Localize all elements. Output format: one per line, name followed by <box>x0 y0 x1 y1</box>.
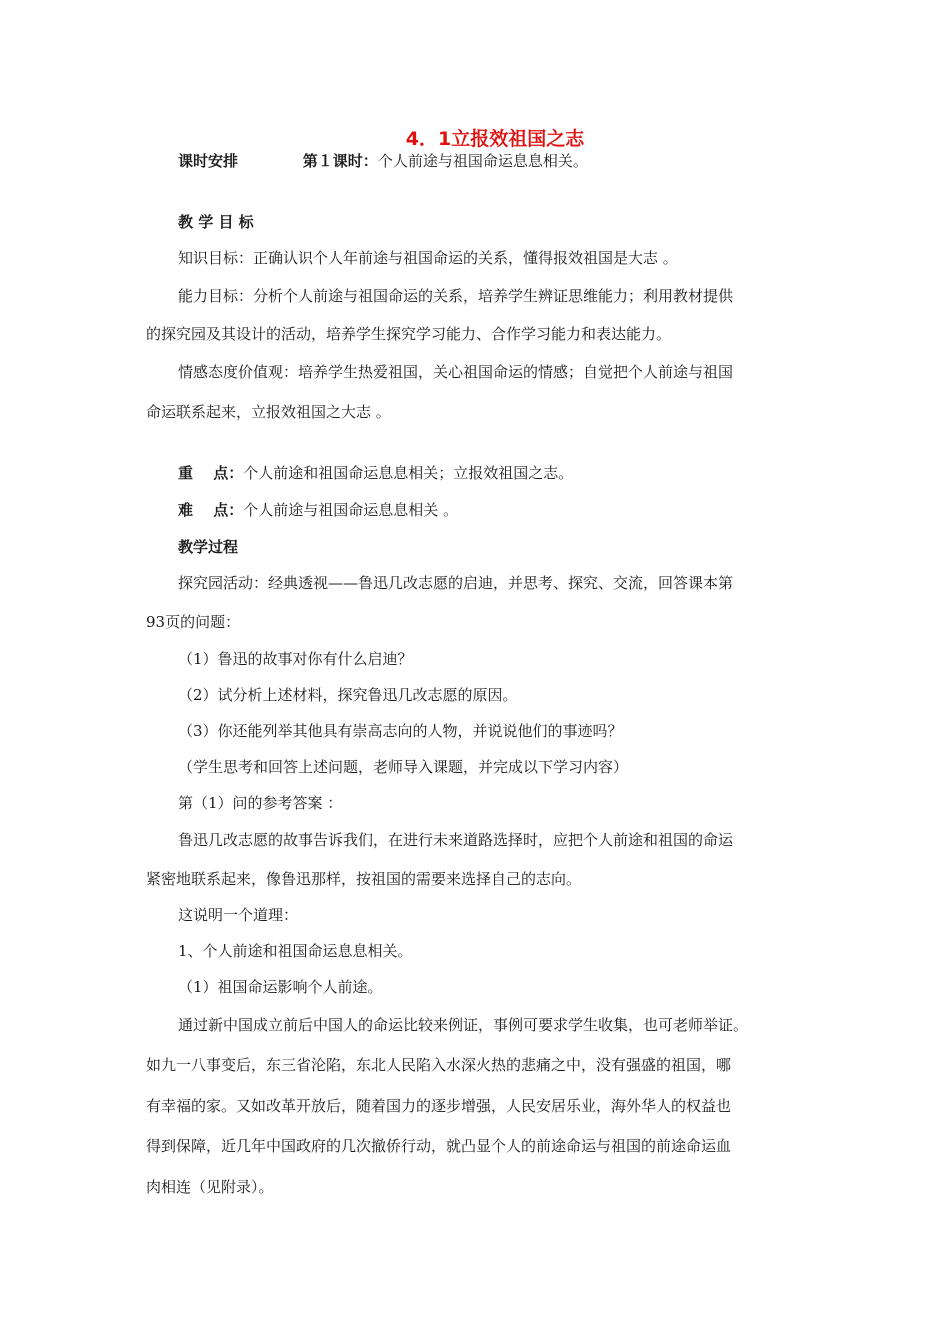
page-title: 4．1立报效祖国之志 <box>405 128 585 150</box>
paragraph-line-2: 如九一八事变后，东三省沦陷，东北人民陷入水深火热的悲痛之中，没有强盛的祖国，哪 <box>146 1056 732 1074</box>
principle-text: 这说明一个道理： <box>178 906 299 924</box>
activity-line-2: 93页的问题： <box>146 613 241 631</box>
activity-line-1: 探究园活动：经典透视——鲁迅几改志愿的启迪，并思考、探究、交流，回答课本第 <box>178 574 734 592</box>
key-point <box>178 463 573 483</box>
teacher-note: （学生思考和回答上述问题，老师导入课题，并完成以下学习内容） <box>178 758 629 776</box>
schedule-row <box>178 151 588 171</box>
emotion-objective-line-1: 情感态度价值观：培养学生热爱祖国，关心祖国命运的情感；自觉把个人前途与祖国 <box>178 363 734 381</box>
question-3: （3）你还能列举其他具有崇高志向的人物，并说说他们的事迹吗？ <box>178 722 623 740</box>
paragraph-line-5: 肉相连（见附录）。 <box>146 1178 274 1196</box>
schedule-label: 课时安排 <box>178 152 239 170</box>
difficult-point <box>178 500 458 520</box>
objectives-heading: 教 学 目 标 <box>178 213 254 231</box>
paragraph-line-1: 通过新中国成立前后中国人的命运比较来例证，事例可要求学生收集，也可老师举证。 <box>178 1016 749 1034</box>
point-1: 1、个人前途和祖国命运息息相关。 <box>178 942 413 960</box>
lesson-text: 个人前途与祖国命运息息相关。 <box>377 152 588 170</box>
key-point-text: 个人前途和祖国命运息息相关；立报效祖国之志。 <box>243 464 574 482</box>
question-2: （2）试分析上述材料，探究鲁迅几改志愿的原因。 <box>178 686 518 704</box>
difficult-point-label: 难 点： <box>178 501 244 519</box>
paragraph-line-4: 得到保障，近几年中国政府的几次撤侨行动，就凸显个人的前途命运与祖国的前途命运血 <box>146 1137 732 1155</box>
paragraph-line-3: 有幸福的家。又如改革开放后，随着国力的逐步增强，人民安居乐业，海外华人的权益也 <box>146 1097 732 1115</box>
process-heading: 教学过程 <box>178 538 239 556</box>
difficult-point-text: 个人前途与祖国命运息息相关 。 <box>243 501 459 519</box>
ability-objective-line-1: 能力目标：分析个人前途与祖国命运的关系，培养学生辨证思维能力；利用教材提供 <box>178 287 734 305</box>
knowledge-objective: 知识目标：正确认识个人年前途与祖国命运的关系，懂得报效祖国是大志 。 <box>178 249 678 267</box>
ability-objective-line-2: 的探究园及其设计的活动，培养学生探究学习能力、合作学习能力和表达能力。 <box>146 325 672 343</box>
answer-line-2: 紧密地联系起来，像鲁迅那样，按祖国的需要来选择自己的志向。 <box>146 870 582 888</box>
question-1: （1）鲁迅的故事对你有什么启迪？ <box>178 650 413 668</box>
answer-line-1: 鲁迅几改志愿的故事告诉我们，在进行未来道路选择时，应把个人前途和祖国的命运 <box>178 831 734 849</box>
answer-heading: 第（1）问的参考答案 ： <box>178 794 343 812</box>
key-point-label: 重 点： <box>178 464 244 482</box>
emotion-objective-line-2: 命运联系起来，立报效祖国之大志 。 <box>146 403 391 421</box>
sub-point-1: （1）祖国命运影响个人前途。 <box>178 978 383 996</box>
lesson-label: 第１课时： <box>302 152 378 170</box>
